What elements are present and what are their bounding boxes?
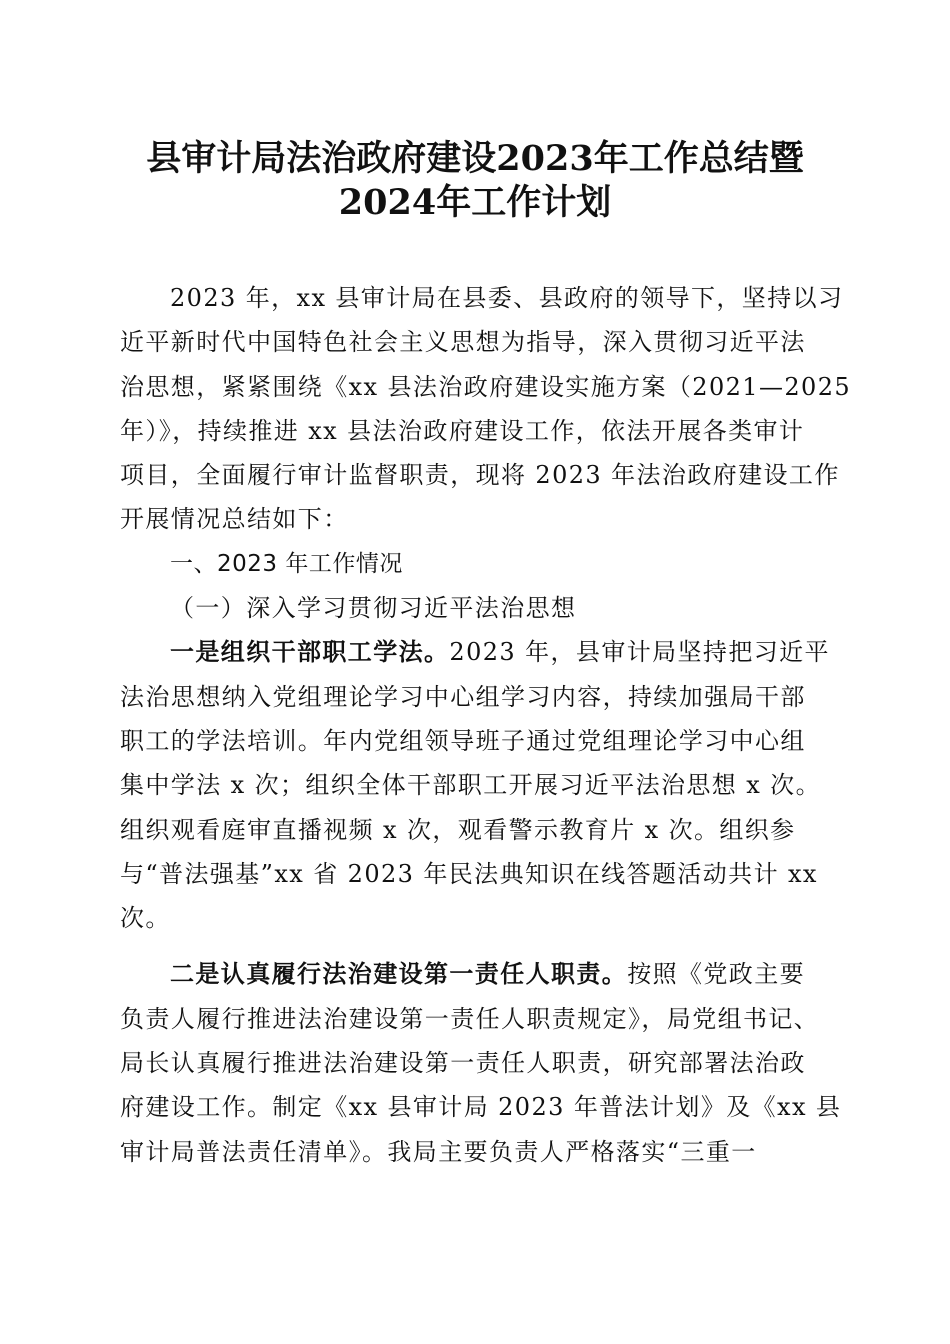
paragraph-1-line: 治思想，紧紧围绕《xx 县法治政府建设实施方案（2021—2025 bbox=[120, 372, 852, 401]
paragraph-3-line: 审计局普法责任清单》。我局主要负责人严格落实“三重一 bbox=[120, 1137, 757, 1166]
section-heading: 一、2023 年工作情况 bbox=[170, 550, 403, 577]
title-line-1: 县审计局法治政府建设2023年工作总结暨 bbox=[146, 138, 804, 179]
paragraph-3-lead: 二是认真履行法治建设第一责任人职责。 bbox=[170, 959, 628, 989]
paragraph-gap bbox=[120, 940, 826, 952]
paragraph-1-line: 年）》，持续推进 xx 县法治政府建设工作，依法开展各类审计 bbox=[120, 416, 805, 445]
document-title bbox=[100, 137, 850, 225]
document-body bbox=[120, 276, 852, 1174]
title-line-2: 2024年工作计划 bbox=[338, 182, 612, 223]
paragraph-3-line bbox=[120, 952, 826, 996]
paragraph-3-line: 府建设工作。制定《xx 县审计局 2023 年普法计划》及《xx 县 bbox=[120, 1093, 842, 1122]
paragraph-2-line: 与“普法强基”xx 省 2023 年民法典知识在线答题活动共计 xx bbox=[120, 859, 818, 888]
paragraph-2-lead: 一是组织干部职工学法。 bbox=[170, 637, 450, 667]
paragraph-2-line bbox=[120, 630, 830, 674]
paragraph-1-line: 开展情况总结如下： bbox=[120, 505, 349, 534]
paragraph-2-line: 法治思想纳入党组理论学习中心组学习内容，持续加强局干部 bbox=[120, 682, 806, 711]
paragraph-3-text: 按照《党政主要 bbox=[627, 960, 806, 989]
paragraph-1-line: 2023 年，xx 县审计局在县委、县政府的领导下，坚持以习 bbox=[170, 284, 844, 312]
paragraph-2-line: 组织观看庭审直播视频 x 次，观看警示教育片 x 次。组织参 bbox=[120, 815, 796, 844]
paragraph-2-line: 次。 bbox=[120, 904, 171, 933]
paragraph-3-line: 负责人履行推进法治建设第一责任人职责规定》，局党组书记、 bbox=[120, 1004, 820, 1033]
paragraph-2-text: 2023 年，县审计局坚持把习近平 bbox=[449, 638, 830, 667]
paragraph-2-line: 集中学法 x 次；组织全体干部职工开展习近平法治思想 x 次。 bbox=[120, 771, 821, 800]
paragraph-1-line: 近平新时代中国特色社会主义思想为指导，深入贯彻习近平法 bbox=[120, 328, 806, 357]
paragraph-3-line: 局长认真履行推进法治建设第一责任人职责，研究部署法治政 bbox=[120, 1049, 806, 1078]
subsection-heading: （一）深入学习贯彻习近平法治思想 bbox=[170, 594, 577, 623]
paragraph-2-line: 职工的学法培训。年内党组领导班子通过党组理论学习中心组 bbox=[120, 726, 806, 755]
paragraph-1-line: 项目，全面履行审计监督职责，现将 2023 年法治政府建设工作 bbox=[120, 461, 840, 490]
